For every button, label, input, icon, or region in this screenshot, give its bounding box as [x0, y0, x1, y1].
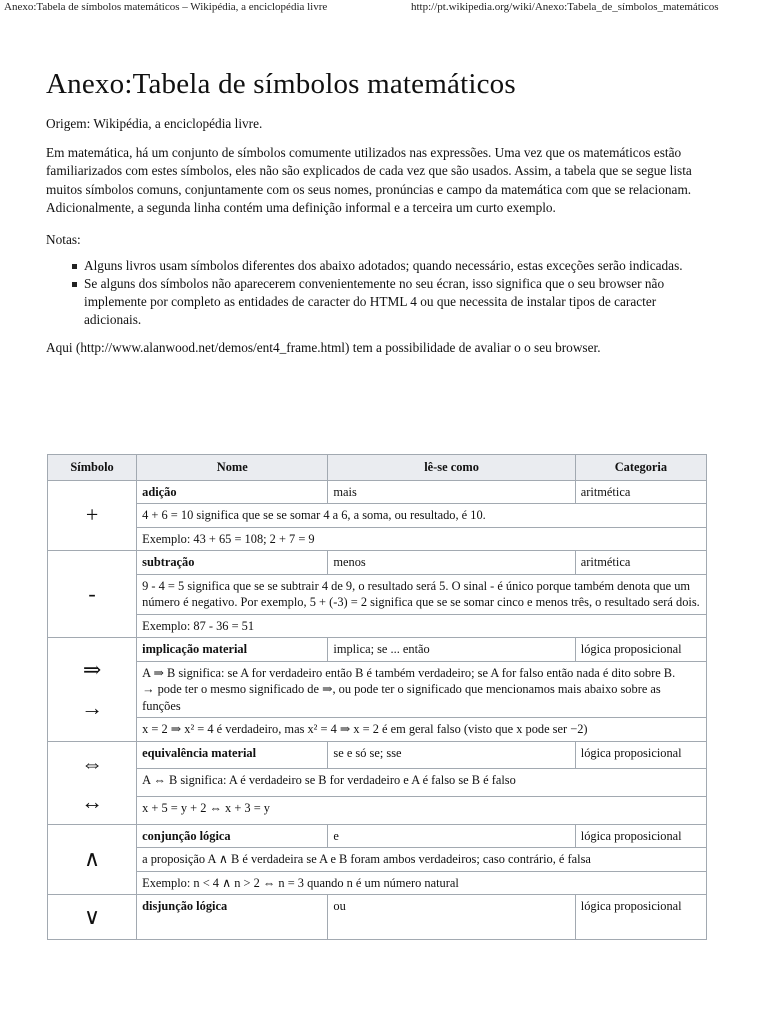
symbol-cell [48, 741, 137, 824]
symbol-name[interactable]: equivalência material [137, 741, 328, 769]
table-row [48, 504, 707, 528]
table-row [48, 769, 707, 797]
table-row [48, 574, 707, 614]
symbol-category[interactable]: aritmética [575, 480, 706, 504]
table-row [48, 718, 707, 742]
origin-note: Origem: Wikipédia, a enciclopédia livre. [46, 116, 263, 131]
symbol-definition: a proposição A ∧ B é verdadeira se A e B foram ambos verdadeiros; caso contrário, é falsa [137, 848, 707, 872]
symbol-category[interactable]: lógica proposicional [575, 638, 706, 662]
note-item: Se alguns dos símbolos não aparecerem convenientemente no seu écran, isso significa que o seu browser não implemente por completo as entidades de caracter do HTML 4 ou que necessita de instalar tipos de caracter adicionais. [84, 275, 716, 329]
print-url: http://pt.wikipedia.org/wiki/Anexo:Tabela_de_símbolos_matemáticos [411, 1, 719, 13]
symbol-example: Exemplo: 87 - 36 = 51 [137, 614, 707, 638]
symbol-example: Exemplo: 43 + 65 = 108; 2 + 7 = 9 [137, 527, 707, 551]
table-row [48, 796, 707, 824]
print-header [0, 0, 768, 20]
browser-test-link-paragraph[interactable]: Aqui (http://www.alanwood.net/demos/ent4_frame.html) tem a possibilidade de avaliar o o seu browser. [46, 340, 601, 355]
symbol-category[interactable]: lógica proposicional [575, 741, 706, 769]
table-row [48, 551, 707, 575]
symbol-glyph: - [88, 581, 96, 606]
symbol-reading: implica; se ... então [328, 638, 575, 662]
symbol-glyph: ↔ [81, 788, 104, 814]
symbols-table [47, 454, 707, 940]
notes-label: Notas: [46, 231, 81, 247]
symbol-glyph: ⇒ [82, 657, 102, 683]
symbol-category[interactable]: lógica proposicional [575, 895, 706, 940]
symbol-glyph: ∨ [84, 904, 101, 929]
symbol-name[interactable]: disjunção lógica [137, 895, 328, 940]
table-row [48, 871, 707, 895]
symbol-glyph: ⇔ [81, 750, 104, 776]
table-row [48, 824, 707, 848]
note-item: Alguns livros usam símbolos diferentes dos abaixo adotados; quando necessário, estas exceções serão indicadas. [84, 257, 716, 275]
symbol-category[interactable]: aritmética [575, 551, 706, 575]
table-row [48, 614, 707, 638]
notes-list [46, 257, 716, 329]
article-content [46, 68, 716, 358]
symbol-definition: 9 - 4 = 5 significa que se se subtrair 4 de 9, o resultado será 5. O sinal - é único porque também denota que um número é negativo. Por exemplo, 5 + (-3) = 2 significa que se se somar cinco e menos três, o resultado será dois. [137, 574, 707, 614]
symbol-example: Exemplo: n < 4 ∧ n > 2 ⇔ n = 3 quando n é um número natural [137, 871, 707, 895]
symbol-name[interactable]: adição [137, 480, 328, 504]
symbol-example: x + 5 = y + 2 ⇔ x + 3 = y [137, 796, 707, 824]
header-name: Nome [137, 455, 328, 481]
symbol-cell [48, 551, 137, 638]
page-title: Anexo:Tabela de símbolos matemáticos [46, 68, 516, 100]
symbol-reading: e [328, 824, 575, 848]
symbol-definition [137, 661, 707, 718]
symbol-definition: A ⇔ B significa: A é verdadeiro se B for verdadeiro e A é falso se B é falso [137, 769, 707, 797]
symbol-cell [48, 480, 137, 551]
symbol-cell [48, 824, 137, 895]
intro-paragraph: Em matemática, há um conjunto de símbolos comumente utilizados nas expressões. Uma vez que os matemáticos estão familiarizados com estes símbolos, eles não são explicados de cada vez que são usados. Assim, a tabela que se segue lista muitos símbolos comuns, conjuntamente com os seus nomes, pronúncias e campo da matemática com que se relacionam. Adicionalmente, a segunda linha contém uma definição informal e a terceira um curto exemplo. [46, 144, 692, 215]
table-row [48, 895, 707, 940]
symbol-reading: se e só se; sse [328, 741, 575, 769]
table-row [48, 480, 707, 504]
symbol-cell [48, 895, 137, 940]
symbol-reading: mais [328, 480, 575, 504]
table-header-row [48, 455, 707, 481]
symbol-category[interactable]: lógica proposicional [575, 824, 706, 848]
definition-line: A ⇒ B significa: se A for verdadeiro então B é também verdadeiro; se A for falso então nada é dito sobre B. [142, 665, 676, 680]
symbol-name[interactable]: subtração [137, 551, 328, 575]
symbol-definition: 4 + 6 = 10 significa que se se somar 4 a 6, a soma, ou resultado, é 10. [137, 504, 707, 528]
print-page-title: Anexo:Tabela de símbolos matemáticos – Wikipédia, a enciclopédia livre [4, 1, 328, 13]
symbol-reading: ou [328, 895, 575, 940]
table-row [48, 638, 707, 662]
header-symbol: Símbolo [48, 455, 137, 481]
symbol-glyph: → [81, 695, 104, 721]
header-category: Categoria [575, 455, 706, 481]
symbol-glyph: ∧ [84, 846, 101, 872]
symbol-example: x = 2 ⇒ x² = 4 é verdadeiro, mas x² = 4 ⇒ x = 2 é em geral falso (visto que x pode ser −2) [137, 718, 707, 742]
table-row [48, 848, 707, 872]
symbol-glyph: + [85, 502, 99, 528]
symbol-name[interactable]: implicação material [137, 638, 328, 662]
table-row [48, 741, 707, 769]
symbol-reading: menos [328, 551, 575, 575]
definition-line: → pode ter o mesmo significado de ⇒, ou pode ter o significado que mencionamos mais abaixo sobre as funções [142, 682, 661, 713]
table-row [48, 527, 707, 551]
symbol-cell [48, 638, 137, 742]
table-row [48, 661, 707, 718]
header-reads: lê-se como [328, 455, 575, 481]
symbol-name[interactable]: conjunção lógica [137, 824, 328, 848]
